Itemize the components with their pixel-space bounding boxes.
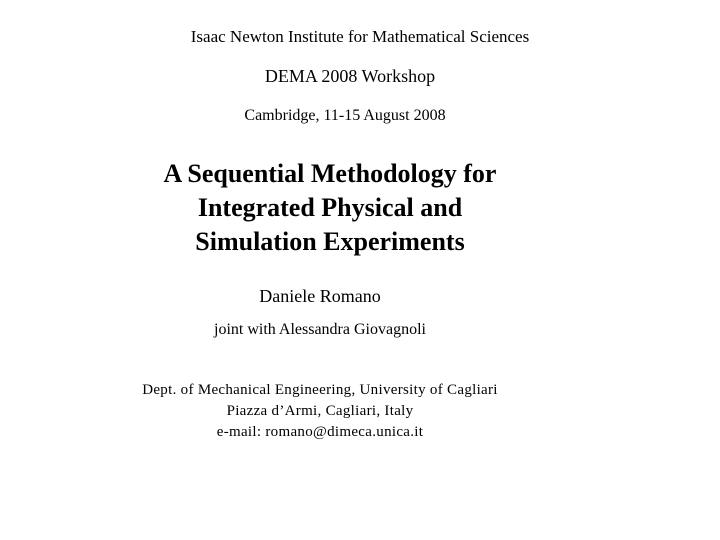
affiliation-address: Piazza d’Armi, Cagliari, Italy	[226, 403, 414, 419]
paper-title	[130, 157, 530, 259]
affiliation-department: Dept. of Mechanical Engineering, University of Cagliari	[142, 382, 498, 398]
author-name: Daniele Romano	[259, 286, 381, 306]
title-line-3: Simulation Experiments	[195, 227, 465, 256]
coauthor-note: joint with Alessandra Giovagnoli	[214, 321, 426, 338]
affiliation-block	[120, 380, 520, 443]
title-line-1: A Sequential Methodology for	[163, 159, 497, 188]
title-line-2: Integrated Physical and	[197, 193, 463, 222]
venue-date: Cambridge, 11-15 August 2008	[244, 107, 446, 124]
institute-name: Isaac Newton Institute for Mathematical Sciences	[190, 27, 530, 46]
workshop-name: DEMA 2008 Workshop	[264, 66, 436, 86]
affiliation-email: e-mail: romano@dimeca.unica.it	[216, 424, 424, 440]
